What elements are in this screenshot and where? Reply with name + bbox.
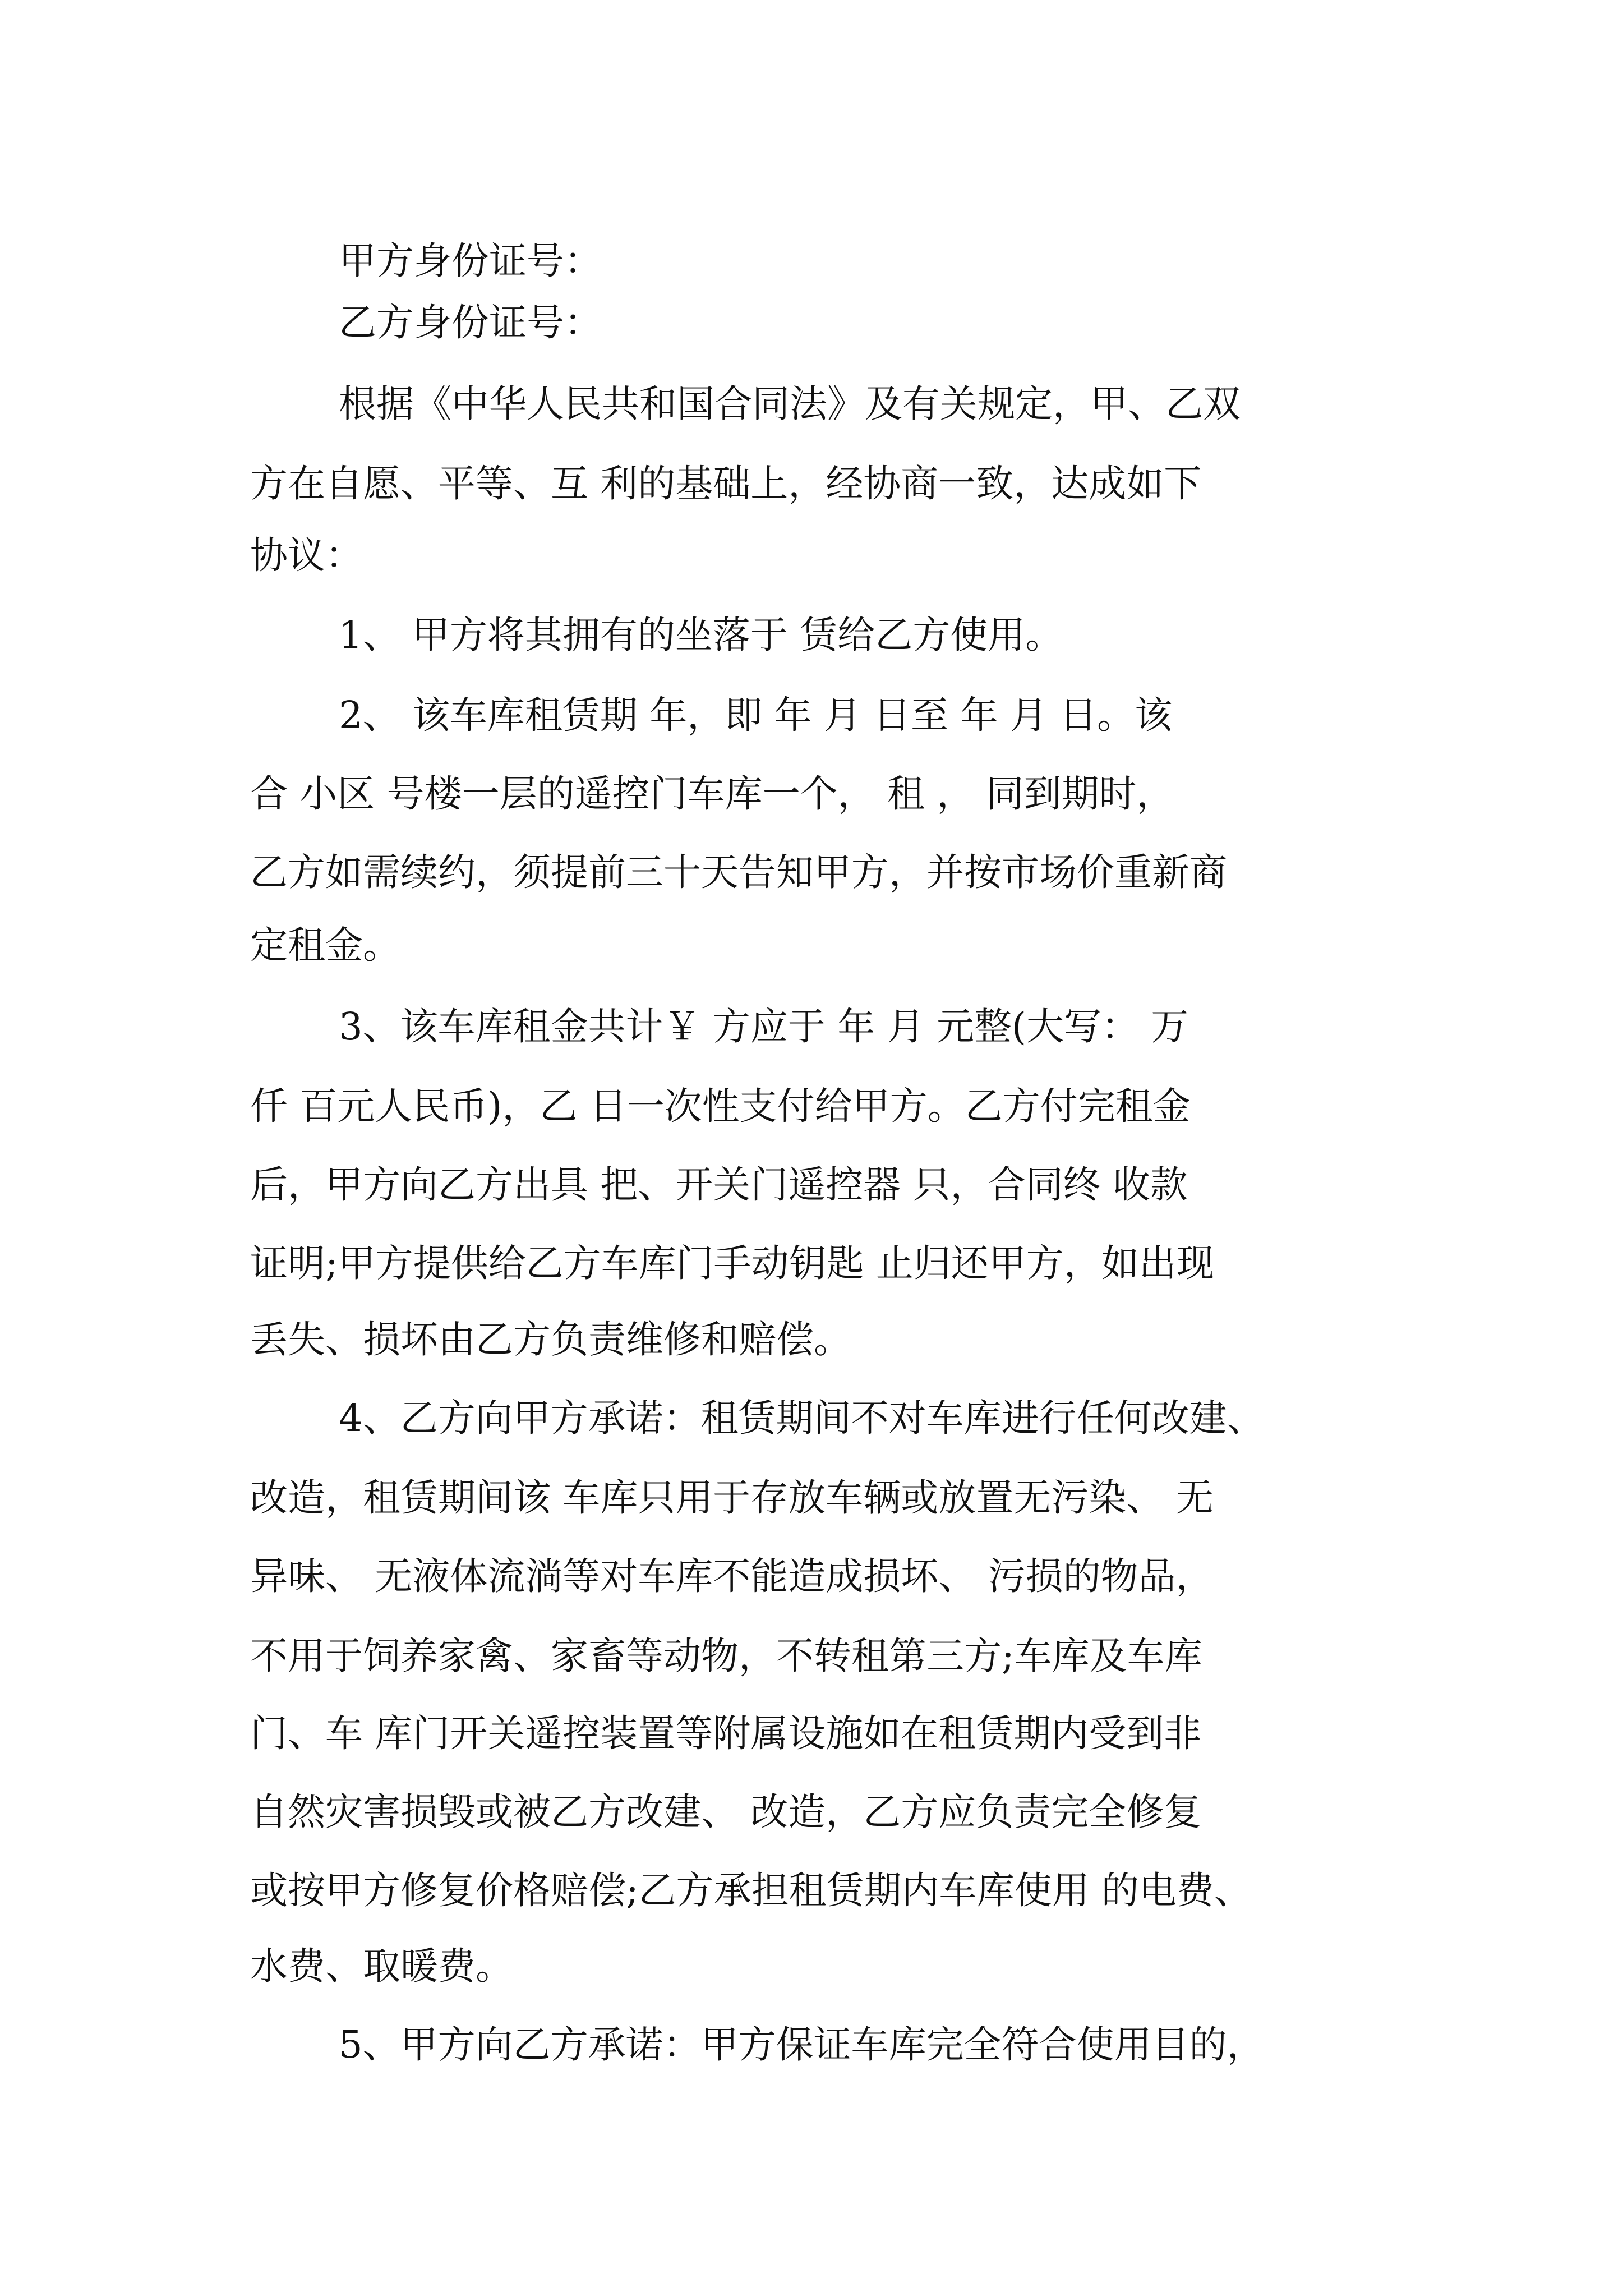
text-line-clause-3: 仟 百元人民币)，乙 日一次性支付给甲方。乙方付完租金 (250, 1084, 1191, 1128)
text-line-clause-4: 门、车 库门开关遥控装置等附属设施如在租赁期内受到非 (250, 1711, 1202, 1755)
text-line-id-party-a: 甲方身份证号： (339, 239, 602, 283)
text-line-clause-4: 改造，租赁期间该 车库只用于存放车辆或放置无污染、 无 (250, 1476, 1214, 1520)
text-line-clause-2: 2、 该车库租赁期 年，即 年 月 日至 年 月 日。该 (339, 693, 1173, 737)
text-line-clause-4: 自然灾害损毁或被乙方改建、 改造，乙方应负责完全修复 (250, 1790, 1202, 1834)
text-line-clause-2: 定租金。 (250, 923, 400, 967)
text-line-preamble: 方在自愿、平等、互 利的基础上，经协商一致，达成如下 (250, 462, 1202, 505)
text-line-clause-3: 3、该车库租金共计￥ 方应于 年 月 元整(大写： 万 (339, 1005, 1189, 1048)
text-line-clause-4: 4、乙方向甲方承诺：租赁期间不对车库进行任何改建、 (339, 1396, 1265, 1440)
text-line-clause-5: 5、甲方向乙方承诺：甲方保证车库完全符合使用目的， (339, 2023, 1265, 2067)
text-line-preamble: 根据《中华人民共和国合同法》及有关规定，甲、乙双 (339, 382, 1241, 426)
text-line-clause-3: 证明;甲方提供给乙方车库门手动钥匙 止归还甲方，如出现 (250, 1241, 1214, 1285)
text-line-clause-1: 1、 甲方将其拥有的坐落于 赁给乙方使用。 (339, 613, 1063, 657)
text-line-id-party-b: 乙方身份证号： (339, 301, 602, 344)
text-line-clause-4: 异味、 无液体流淌等对车库不能造成损坏、 污损的物品， (250, 1554, 1214, 1598)
text-line-clause-4: 水费、取暖费。 (250, 1944, 513, 1988)
text-line-clause-2: 乙方如需续约，须提前三十天告知甲方，并按市场价重新商 (250, 850, 1227, 894)
text-line-clause-3: 丢失、损坏由乙方负责维修和赔偿。 (250, 1318, 851, 1361)
text-line-preamble: 协议： (250, 533, 363, 577)
text-line-clause-3: 后，甲方向乙方出具 把、开关门遥控器 只，合同终 收款 (250, 1163, 1188, 1207)
text-line-clause-4: 不用于饲养家禽、家畜等动物，不转租第三方;车库及车库 (250, 1634, 1202, 1678)
text-line-clause-4: 或按甲方修复价格赔偿;乙方承担租赁期内车库使用 的电费、 (250, 1869, 1252, 1912)
text-line-clause-2: 合 小区 号楼一层的遥控门车库一个， 租 ， 同到期时， (250, 772, 1174, 816)
